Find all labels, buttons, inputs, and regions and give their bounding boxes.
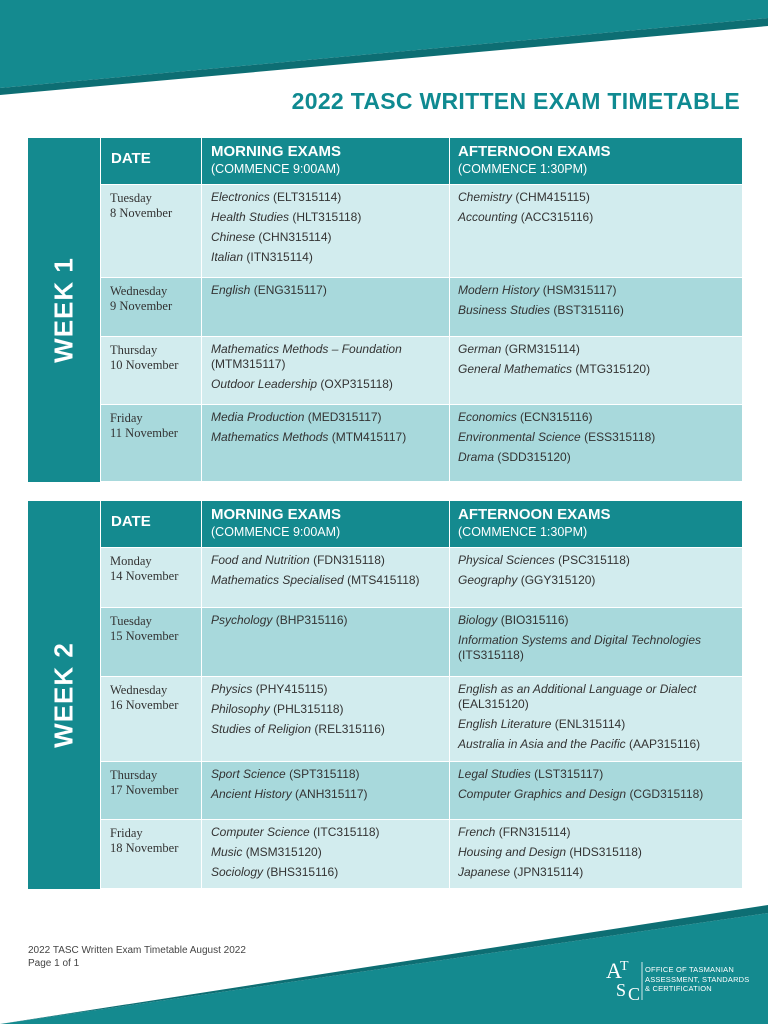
header-afternoon [450,138,742,184]
exam-code: (HLT315118) [292,210,362,224]
date-cell [101,608,202,676]
exam-name: Environmental Science [458,430,581,444]
exam-name: Legal Studies [458,767,531,781]
header-afternoon-time: (COMMENCE 1:30PM) [458,525,588,539]
footer [28,944,246,970]
day-name: Monday [110,554,152,568]
exam-entry [211,787,443,802]
exam-name: Physical Sciences [458,553,555,567]
exam-code: (PSC315118) [558,553,630,567]
exam-code: (ANH315117) [295,787,368,801]
day-date: 16 November [110,698,179,712]
exam-code: (SPT315118) [289,767,360,781]
exam-code: (FRN315114) [498,825,571,839]
exam-name: Geography [458,573,518,587]
exam-code: (BHS315116) [266,865,339,879]
day-date: 17 November [110,783,179,797]
exam-name: Housing and Design [458,845,567,859]
exam-name: Physics [211,682,253,696]
exam-code: (SDD315120) [497,450,571,464]
table-row [101,607,742,676]
exam-entry [458,787,736,802]
header-morning-title: MORNING EXAMS [211,506,342,523]
exam-name: Italian [211,250,244,264]
morning-exams-cell [202,185,450,277]
exam-name: Accounting [458,210,518,224]
exam-name: Electronics [211,190,270,204]
logo-letter-c: C [628,984,641,1004]
exam-entry [211,283,443,298]
logo-line-2: ASSESSMENT, STANDARDS [645,974,750,984]
header-morning-time: (COMMENCE 9:00AM) [211,525,341,539]
exam-code: (MTM415117) [331,430,407,444]
exam-name: English Literature [458,717,552,731]
exam-name: Information Systems and Digital Technologies [458,633,702,647]
afternoon-exams-cell [450,548,742,607]
exam-code: (MED315117) [307,410,382,424]
week-grid [100,138,742,482]
exam-code: (MTM315117) [211,357,286,371]
day-date: 15 November [110,629,179,643]
exam-name: Media Production [211,410,305,424]
date-cell [101,185,202,277]
exam-entry [211,767,443,782]
exam-entry [211,190,443,205]
day-date: 18 November [110,841,179,855]
exam-name: Food and Nutrition [211,553,310,567]
week-label-column [28,138,100,482]
exam-code: (ELT315114) [273,190,342,204]
exam-name: Drama [458,450,495,464]
day-date: 11 November [110,426,178,440]
exam-name: Biology [458,613,498,627]
footer-doc-info: 2022 TASC Written Exam Timetable August 2022 [28,945,246,956]
week-label-column [28,501,100,889]
exam-entry [458,303,736,318]
table-row [101,277,742,336]
exam-code: (ECN315116) [520,410,593,424]
exam-code: (BHP315116) [275,613,348,627]
exam-code: (ENG315117) [253,283,327,297]
exam-code: (MTS415118) [347,573,420,587]
exam-entry [458,682,736,712]
logo-text [645,965,750,994]
week-1-table [28,138,742,482]
date-cell [101,278,202,336]
exam-code: (BST315116) [553,303,624,317]
table-row [101,184,742,277]
exam-code: (EAL315120) [458,697,529,711]
exam-entry [458,190,736,205]
exam-code: (HSM315117) [542,283,617,297]
day-date: 8 November [110,206,173,220]
header-morning-title: MORNING EXAMS [211,143,342,160]
footer-page-number: Page 1 of 1 [28,958,80,969]
table-row [101,819,742,888]
exam-name: Computer Science [211,825,310,839]
date-cell [101,337,202,404]
week-label: WEEK 2 [48,642,79,748]
exam-code: (REL315116) [314,722,385,736]
exam-entry [458,210,736,225]
exam-name: German [458,342,502,356]
exam-code: (GGY315120) [520,573,596,587]
exam-entry [211,410,443,425]
exam-code: (ITS315118) [458,648,524,662]
header-date: DATE [101,138,202,184]
exam-entry [458,553,736,568]
exam-name: Business Studies [458,303,551,317]
exam-code: (ITC315118) [313,825,380,839]
exam-name: Psychology [211,613,273,627]
exam-entry [458,865,736,880]
day-name: Thursday [110,343,158,357]
exam-entry [458,342,736,357]
table-row [101,404,742,481]
day-name: Thursday [110,768,158,782]
exam-name: English as an Additional Language or Dialect [458,682,697,696]
exam-entry [211,377,443,392]
exam-entry [211,865,443,880]
afternoon-exams-cell [450,405,742,481]
header-morning-time: (COMMENCE 9:00AM) [211,162,341,176]
exam-code: (ITN315114) [246,250,313,264]
logo-line-3: & CERTIFICATION [645,984,712,993]
exam-entry [211,682,443,697]
exam-name: Chinese [211,230,256,244]
exam-code: (ENL315114) [554,717,626,731]
exam-entry [458,283,736,298]
exam-name: Mathematics Methods – Foundation [211,342,402,356]
week-label: WEEK 1 [48,257,79,363]
afternoon-exams-cell [450,677,742,761]
morning-exams-cell [202,337,450,404]
exam-entry [211,845,443,860]
exam-name: Philosophy [211,702,270,716]
exam-entry [458,573,736,588]
exam-code: (ACC315116) [520,210,594,224]
exam-code: (CHN315114) [258,230,332,244]
day-date: 14 November [110,569,179,583]
day-date: 9 November [110,299,173,313]
exam-name: Music [211,845,243,859]
exam-name: Ancient History [211,787,292,801]
morning-exams-cell [202,820,450,888]
date-cell [101,548,202,607]
exam-code: (MTG315120) [575,362,651,376]
table-row [101,761,742,819]
exam-entry [458,362,736,377]
exam-code: (ESS315118) [584,430,656,444]
exam-name: Mathematics Methods [211,430,329,444]
day-name: Wednesday [110,683,168,697]
exam-name: Chemistry [458,190,513,204]
logo-line-1: OFFICE OF TASMANIAN [645,965,734,974]
exam-name: Studies of Religion [211,722,312,736]
top-decorative-band [0,0,768,95]
morning-exams-cell [202,677,450,761]
header-date: DATE [101,501,202,547]
exam-entry [458,845,736,860]
table-row [101,336,742,404]
table-row [101,547,742,607]
date-cell [101,820,202,888]
morning-exams-cell [202,405,450,481]
exam-entry [458,450,736,465]
afternoon-exams-cell [450,608,742,676]
day-name: Tuesday [110,614,152,628]
page-title: 2022 TASC WRITTEN EXAM TIMETABLE [291,88,740,114]
afternoon-exams-cell [450,278,742,336]
exam-name: Mathematics Specialised [211,573,344,587]
exam-entry [211,250,443,265]
table-header [101,138,742,184]
header-morning [202,501,450,547]
exam-code: (JPN315114) [513,865,584,879]
week-grid [100,501,742,889]
date-cell [101,677,202,761]
exam-entry [458,825,736,840]
exam-code: (FDN315118) [313,553,385,567]
exam-name: Sport Science [211,767,286,781]
date-cell [101,762,202,819]
exam-entry [211,210,443,225]
week-2-table [28,501,742,889]
exam-code: (AAP315116) [629,737,701,751]
week-rows [101,184,742,481]
exam-name: English [211,283,251,297]
exam-entry [458,633,736,663]
exam-entry [458,737,736,752]
table-row [101,676,742,761]
day-date: 10 November [110,358,179,372]
exam-name: Australia in Asia and the Pacific [458,737,626,751]
exam-name: Outdoor Leadership [211,377,318,391]
table-header [101,501,742,547]
day-name: Wednesday [110,284,168,298]
morning-exams-cell [202,608,450,676]
exam-entry [211,430,443,445]
exam-entry [211,553,443,568]
afternoon-exams-cell [450,820,742,888]
exam-entry [211,722,443,737]
week-rows [101,547,742,888]
exam-name: Sociology [211,865,264,879]
exam-entry [211,702,443,717]
exam-code: (PHL315118) [273,702,344,716]
header-afternoon [450,501,742,547]
exam-entry [458,767,736,782]
exam-entry [211,825,443,840]
exam-name: Health Studies [211,210,290,224]
logo-letter-t: T [620,959,629,974]
exam-entry [211,573,443,588]
morning-exams-cell [202,278,450,336]
exam-entry [458,430,736,445]
exam-name: French [458,825,496,839]
header-afternoon-time: (COMMENCE 1:30PM) [458,162,588,176]
exam-entry [458,717,736,732]
day-name: Friday [110,411,143,425]
exam-entry [458,410,736,425]
exam-entry [211,342,443,372]
afternoon-exams-cell [450,337,742,404]
header-afternoon-title: AFTERNOON EXAMS [458,506,611,523]
exam-code: (MSM315120) [245,845,322,859]
exam-code: (OXP315118) [320,377,393,391]
afternoon-exams-cell [450,185,742,277]
exam-entry [211,613,443,628]
exam-code: (PHY415115) [255,682,328,696]
day-name: Tuesday [110,191,152,205]
exam-entry [458,613,736,628]
exam-code: (CHM415115) [515,190,590,204]
exam-entry [211,230,443,245]
exam-name: Japanese [458,865,511,879]
exam-name: Modern History [458,283,540,297]
day-name: Friday [110,826,143,840]
morning-exams-cell [202,762,450,819]
exam-code: (CGD315118) [629,787,704,801]
exam-code: (LST315117) [534,767,604,781]
exam-name: Computer Graphics and Design [458,787,627,801]
morning-exams-cell [202,548,450,607]
date-cell [101,405,202,481]
header-morning [202,138,450,184]
exam-name: Economics [458,410,517,424]
header-afternoon-title: AFTERNOON EXAMS [458,143,611,160]
logo-letter-a: A [606,958,622,983]
exam-code: (GRM315114) [504,342,580,356]
exam-code: (HDS315118) [569,845,642,859]
exam-code: (BIO315116) [500,613,569,627]
logo-letter-s: S [616,980,627,1000]
afternoon-exams-cell [450,762,742,819]
exam-name: General Mathematics [458,362,573,376]
